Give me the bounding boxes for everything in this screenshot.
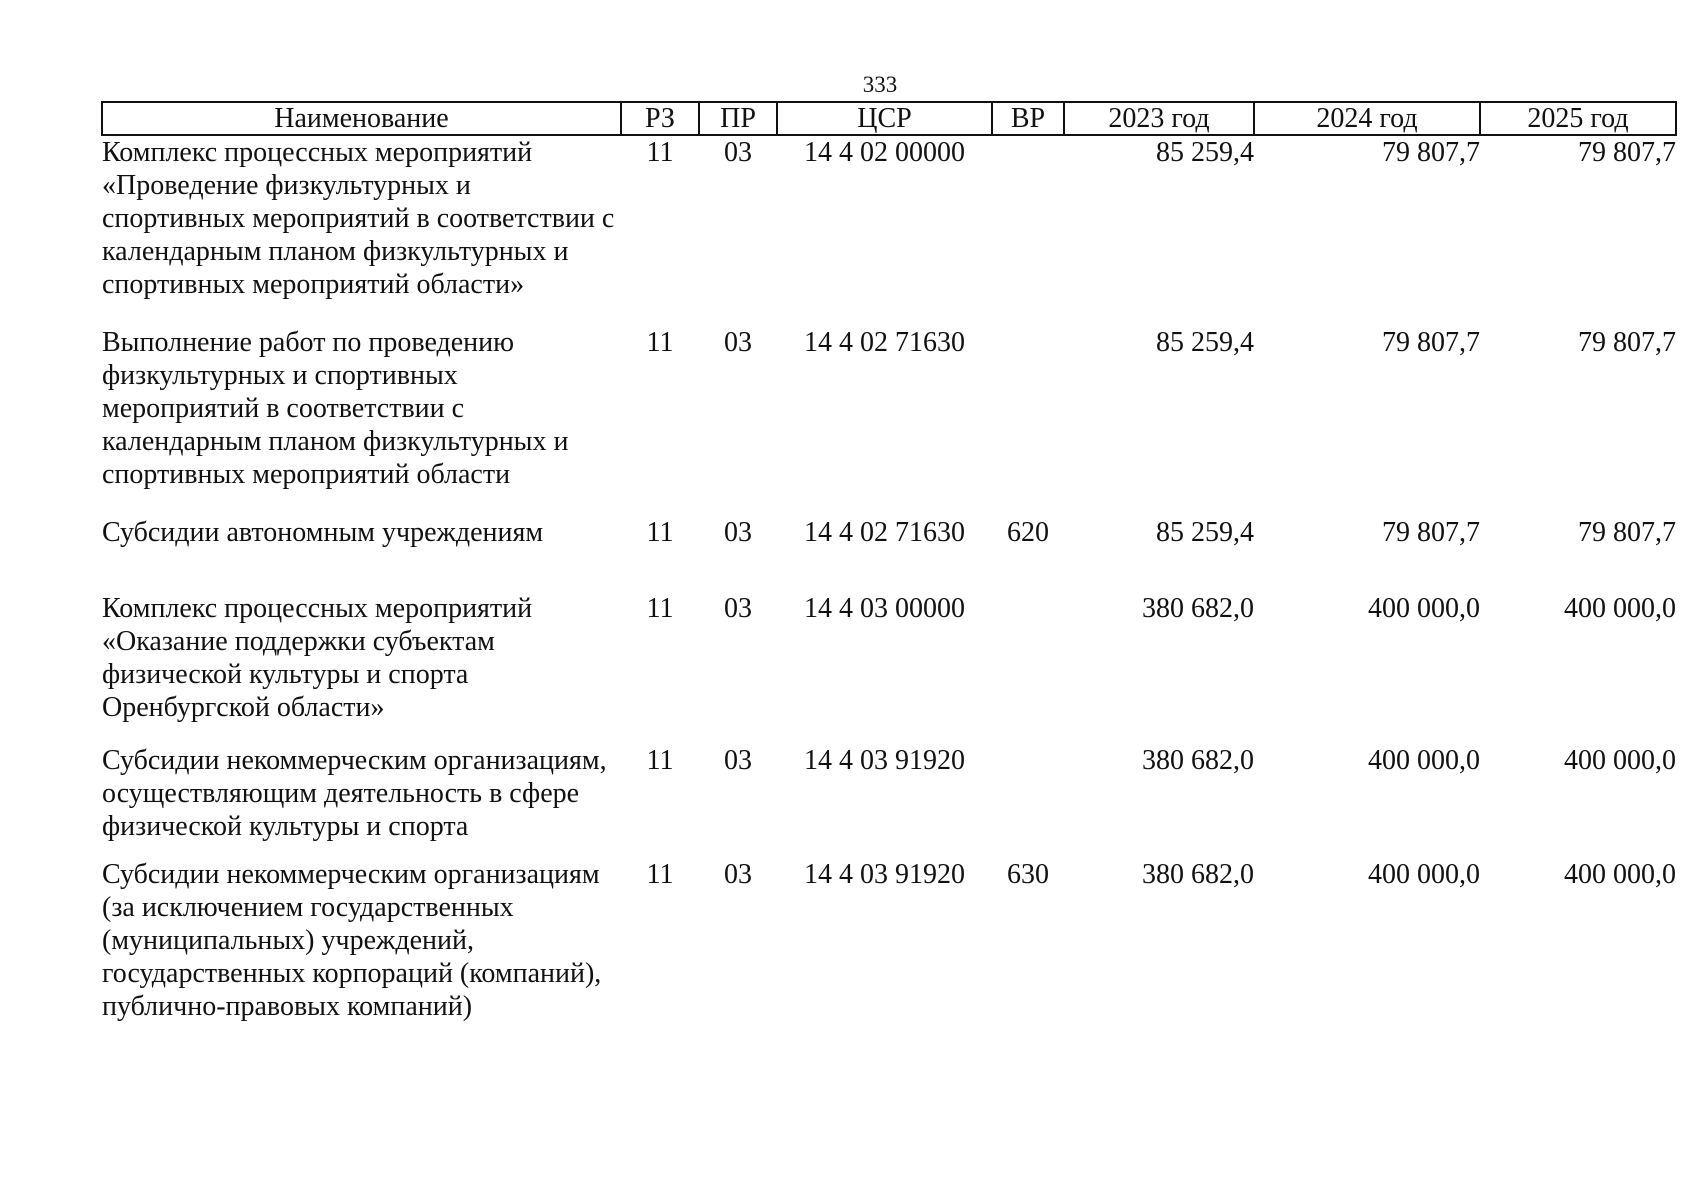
row-rz: 11 xyxy=(646,745,674,776)
row-pr: 03 xyxy=(724,137,752,168)
row-2025: 400 000,0 xyxy=(1564,593,1676,624)
row-2024: 400 000,0 xyxy=(1368,859,1480,890)
row-2023: 85 259,4 xyxy=(1156,137,1254,168)
row-csr: 14 4 03 91920 xyxy=(804,745,965,776)
row-2025: 400 000,0 xyxy=(1564,745,1676,776)
row-2023: 380 682,0 xyxy=(1142,859,1254,890)
row-pr: 03 xyxy=(724,745,752,776)
row-2024: 400 000,0 xyxy=(1368,593,1480,624)
row-rz: 11 xyxy=(646,859,674,890)
row-2023: 380 682,0 xyxy=(1142,745,1254,776)
header-2023: 2023 год xyxy=(1064,102,1254,135)
page-number: 333 xyxy=(862,72,898,97)
table-row xyxy=(102,858,1676,1048)
header-2024: 2024 год xyxy=(1254,102,1480,135)
header-csr: ЦСР xyxy=(777,102,992,135)
row-vr: 620 xyxy=(1007,517,1049,548)
row-vr xyxy=(992,135,1064,326)
row-pr: 03 xyxy=(724,859,752,890)
row-pr: 03 xyxy=(724,593,752,624)
row-2025: 79 807,7 xyxy=(1578,327,1676,358)
row-name: Субсидии некоммерческим организациям (за исключением государственных (муниципальных) учреждений, государственных корпораций (компаний), публично-правовых компаний) xyxy=(102,859,602,1022)
row-2024: 79 807,7 xyxy=(1382,137,1480,168)
row-vr xyxy=(992,592,1064,744)
table-row xyxy=(102,744,1676,858)
row-rz: 11 xyxy=(646,327,674,358)
row-csr: 14 4 02 00000 xyxy=(804,137,965,168)
table-row xyxy=(102,592,1676,744)
row-name: Комплекс процессных мероприятий «Проведение физкультурных и спортивных мероприятий в соответствии с календарным планом физкультурных и спортивных мероприятий области» xyxy=(102,137,615,300)
row-rz: 11 xyxy=(646,137,674,168)
budget-table xyxy=(101,101,1677,1048)
row-vr xyxy=(992,326,1064,516)
row-pr: 03 xyxy=(724,517,752,548)
row-csr: 14 4 03 91920 xyxy=(804,859,965,890)
header-row xyxy=(102,102,1676,135)
row-vr xyxy=(992,744,1064,858)
row-2023: 85 259,4 xyxy=(1156,327,1254,358)
table-row xyxy=(102,326,1676,516)
row-2024: 79 807,7 xyxy=(1382,517,1480,548)
row-name: Субсидии автономным учреждениям xyxy=(102,517,544,548)
row-name: Выполнение работ по проведению физкультурных и спортивных мероприятий в соответствии с календарным планом физкультурных и спортивных мероприятий области xyxy=(102,327,569,490)
header-pr: ПР xyxy=(699,102,777,135)
header-vr: ВР xyxy=(992,102,1064,135)
table-row xyxy=(102,135,1676,326)
row-csr: 14 4 02 71630 xyxy=(804,327,965,358)
row-2023: 380 682,0 xyxy=(1142,593,1254,624)
row-2025: 79 807,7 xyxy=(1578,137,1676,168)
row-csr: 14 4 03 00000 xyxy=(804,593,965,624)
header-rz: РЗ xyxy=(621,102,699,135)
row-rz: 11 xyxy=(646,517,674,548)
header-2025: 2025 год xyxy=(1480,102,1676,135)
row-2024: 400 000,0 xyxy=(1368,745,1480,776)
row-pr: 03 xyxy=(724,327,752,358)
row-2025: 400 000,0 xyxy=(1564,859,1676,890)
row-2024: 79 807,7 xyxy=(1382,327,1480,358)
row-csr: 14 4 02 71630 xyxy=(804,517,965,548)
row-vr: 630 xyxy=(1007,859,1049,890)
row-2023: 85 259,4 xyxy=(1156,517,1254,548)
row-name: Комплекс процессных мероприятий «Оказание поддержки субъектам физической культуры и спорта Оренбургской области» xyxy=(102,593,533,723)
header-name: Наименование xyxy=(102,102,621,135)
row-2025: 79 807,7 xyxy=(1578,517,1676,548)
row-name: Субсидии некоммерческим организациям, осуществляющим деятельность в сфере физической культуры и спорта xyxy=(102,745,607,842)
row-rz: 11 xyxy=(646,593,674,624)
table-row xyxy=(102,516,1676,592)
